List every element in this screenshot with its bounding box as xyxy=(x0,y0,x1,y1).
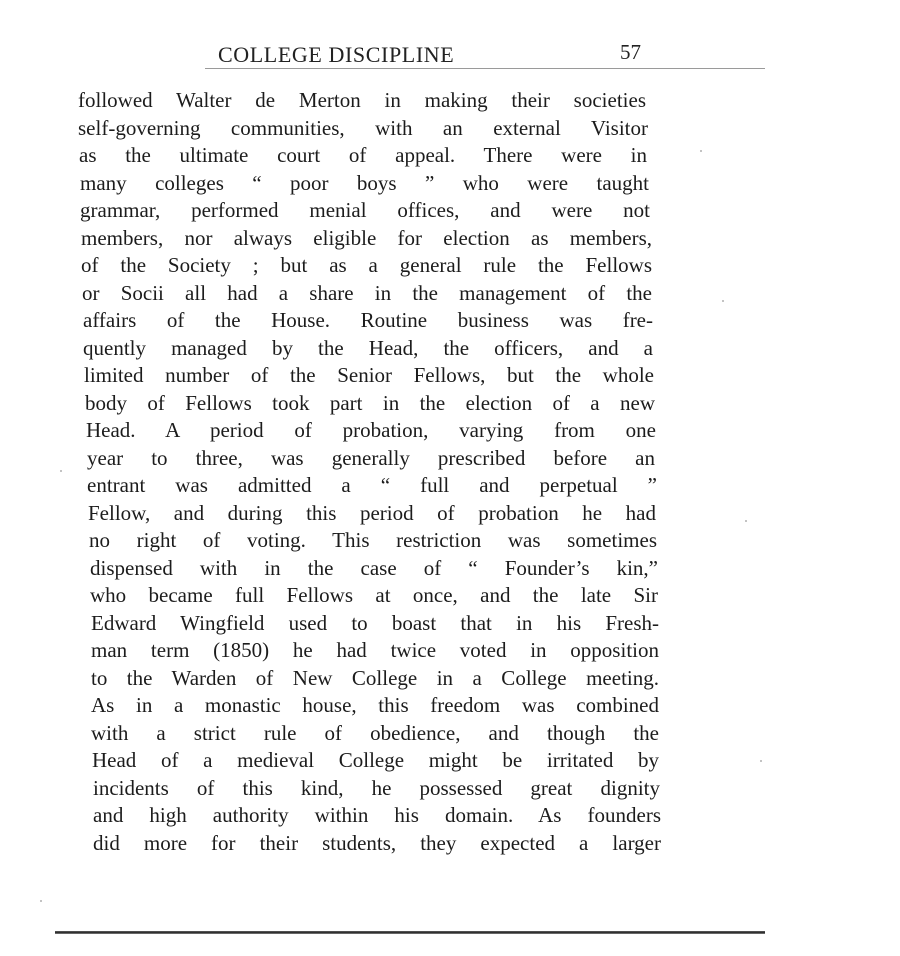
text-line: and high authority within his domain. As founders xyxy=(93,803,661,827)
text-line: grammar, performed menial offices, and were not xyxy=(80,198,650,222)
scan-speckle xyxy=(700,150,702,152)
text-line: or Socii all had a share in the management of the xyxy=(82,280,652,305)
text-line: As in a monastic house, this freedom was combined xyxy=(91,693,659,717)
body-text xyxy=(78,87,678,857)
text-line: self-governing communities, with an external Visitor xyxy=(78,115,648,140)
text-line: Head of a medieval College might be irritated by xyxy=(92,748,659,772)
text-line: quently managed by the Head, the officers, and a xyxy=(83,335,653,360)
text-line: incidents of this kind, he possessed great dignity xyxy=(93,775,660,800)
text-line: body of Fellows took part in the election of a new xyxy=(85,390,655,415)
text-line: with a strict rule of obedience, and though the xyxy=(91,720,659,745)
text-line: Edward Wingfield used to boast that in his Fresh- xyxy=(91,610,659,635)
scan-speckle xyxy=(722,300,724,302)
text-line: Fellow, and during this period of probation he had xyxy=(88,500,656,525)
scan-speckle xyxy=(40,900,42,902)
running-head xyxy=(215,38,665,68)
text-line: many colleges “ poor boys ” who were taught xyxy=(80,170,649,195)
text-line: affairs of the House. Routine business was fre- xyxy=(83,308,653,332)
scan-speckle xyxy=(60,470,62,472)
text-line: of the Society ; but as a general rule the Fellows xyxy=(81,253,652,277)
text-line: entrant was admitted a “ full and perpetual ” xyxy=(87,473,657,497)
scan-speckle xyxy=(760,760,762,762)
text-line: who became full Fellows at once, and the late Sir xyxy=(90,583,658,607)
text-line: dispensed with in the case of “ Founder’s kin,” xyxy=(90,555,658,580)
text-line: to the Warden of New College in a College meeting. xyxy=(91,665,659,690)
scan-speckle xyxy=(745,520,747,522)
text-line: limited number of the Senior Fellows, but the whole xyxy=(84,363,654,387)
bottom-rule xyxy=(55,931,765,934)
running-title: COLLEGE DISCIPLINE xyxy=(218,42,455,67)
header-rule xyxy=(205,68,765,69)
text-line: followed Walter de Merton in making their societies xyxy=(78,88,646,112)
text-line: did more for their students, they expected a larger xyxy=(93,830,661,855)
text-line: no right of voting. This restriction was sometimes xyxy=(89,528,657,552)
page-number: 57 xyxy=(620,40,641,64)
text-line: year to three, was generally prescribed before an xyxy=(87,445,655,470)
text-line: Head. A period of probation, varying from one xyxy=(86,418,656,442)
text-line: as the ultimate court of appeal. There were in xyxy=(79,143,647,167)
text-line: members, nor always eligible for election as members, xyxy=(81,225,652,250)
text-line: man term (1850) he had twice voted in opposition xyxy=(91,638,659,662)
